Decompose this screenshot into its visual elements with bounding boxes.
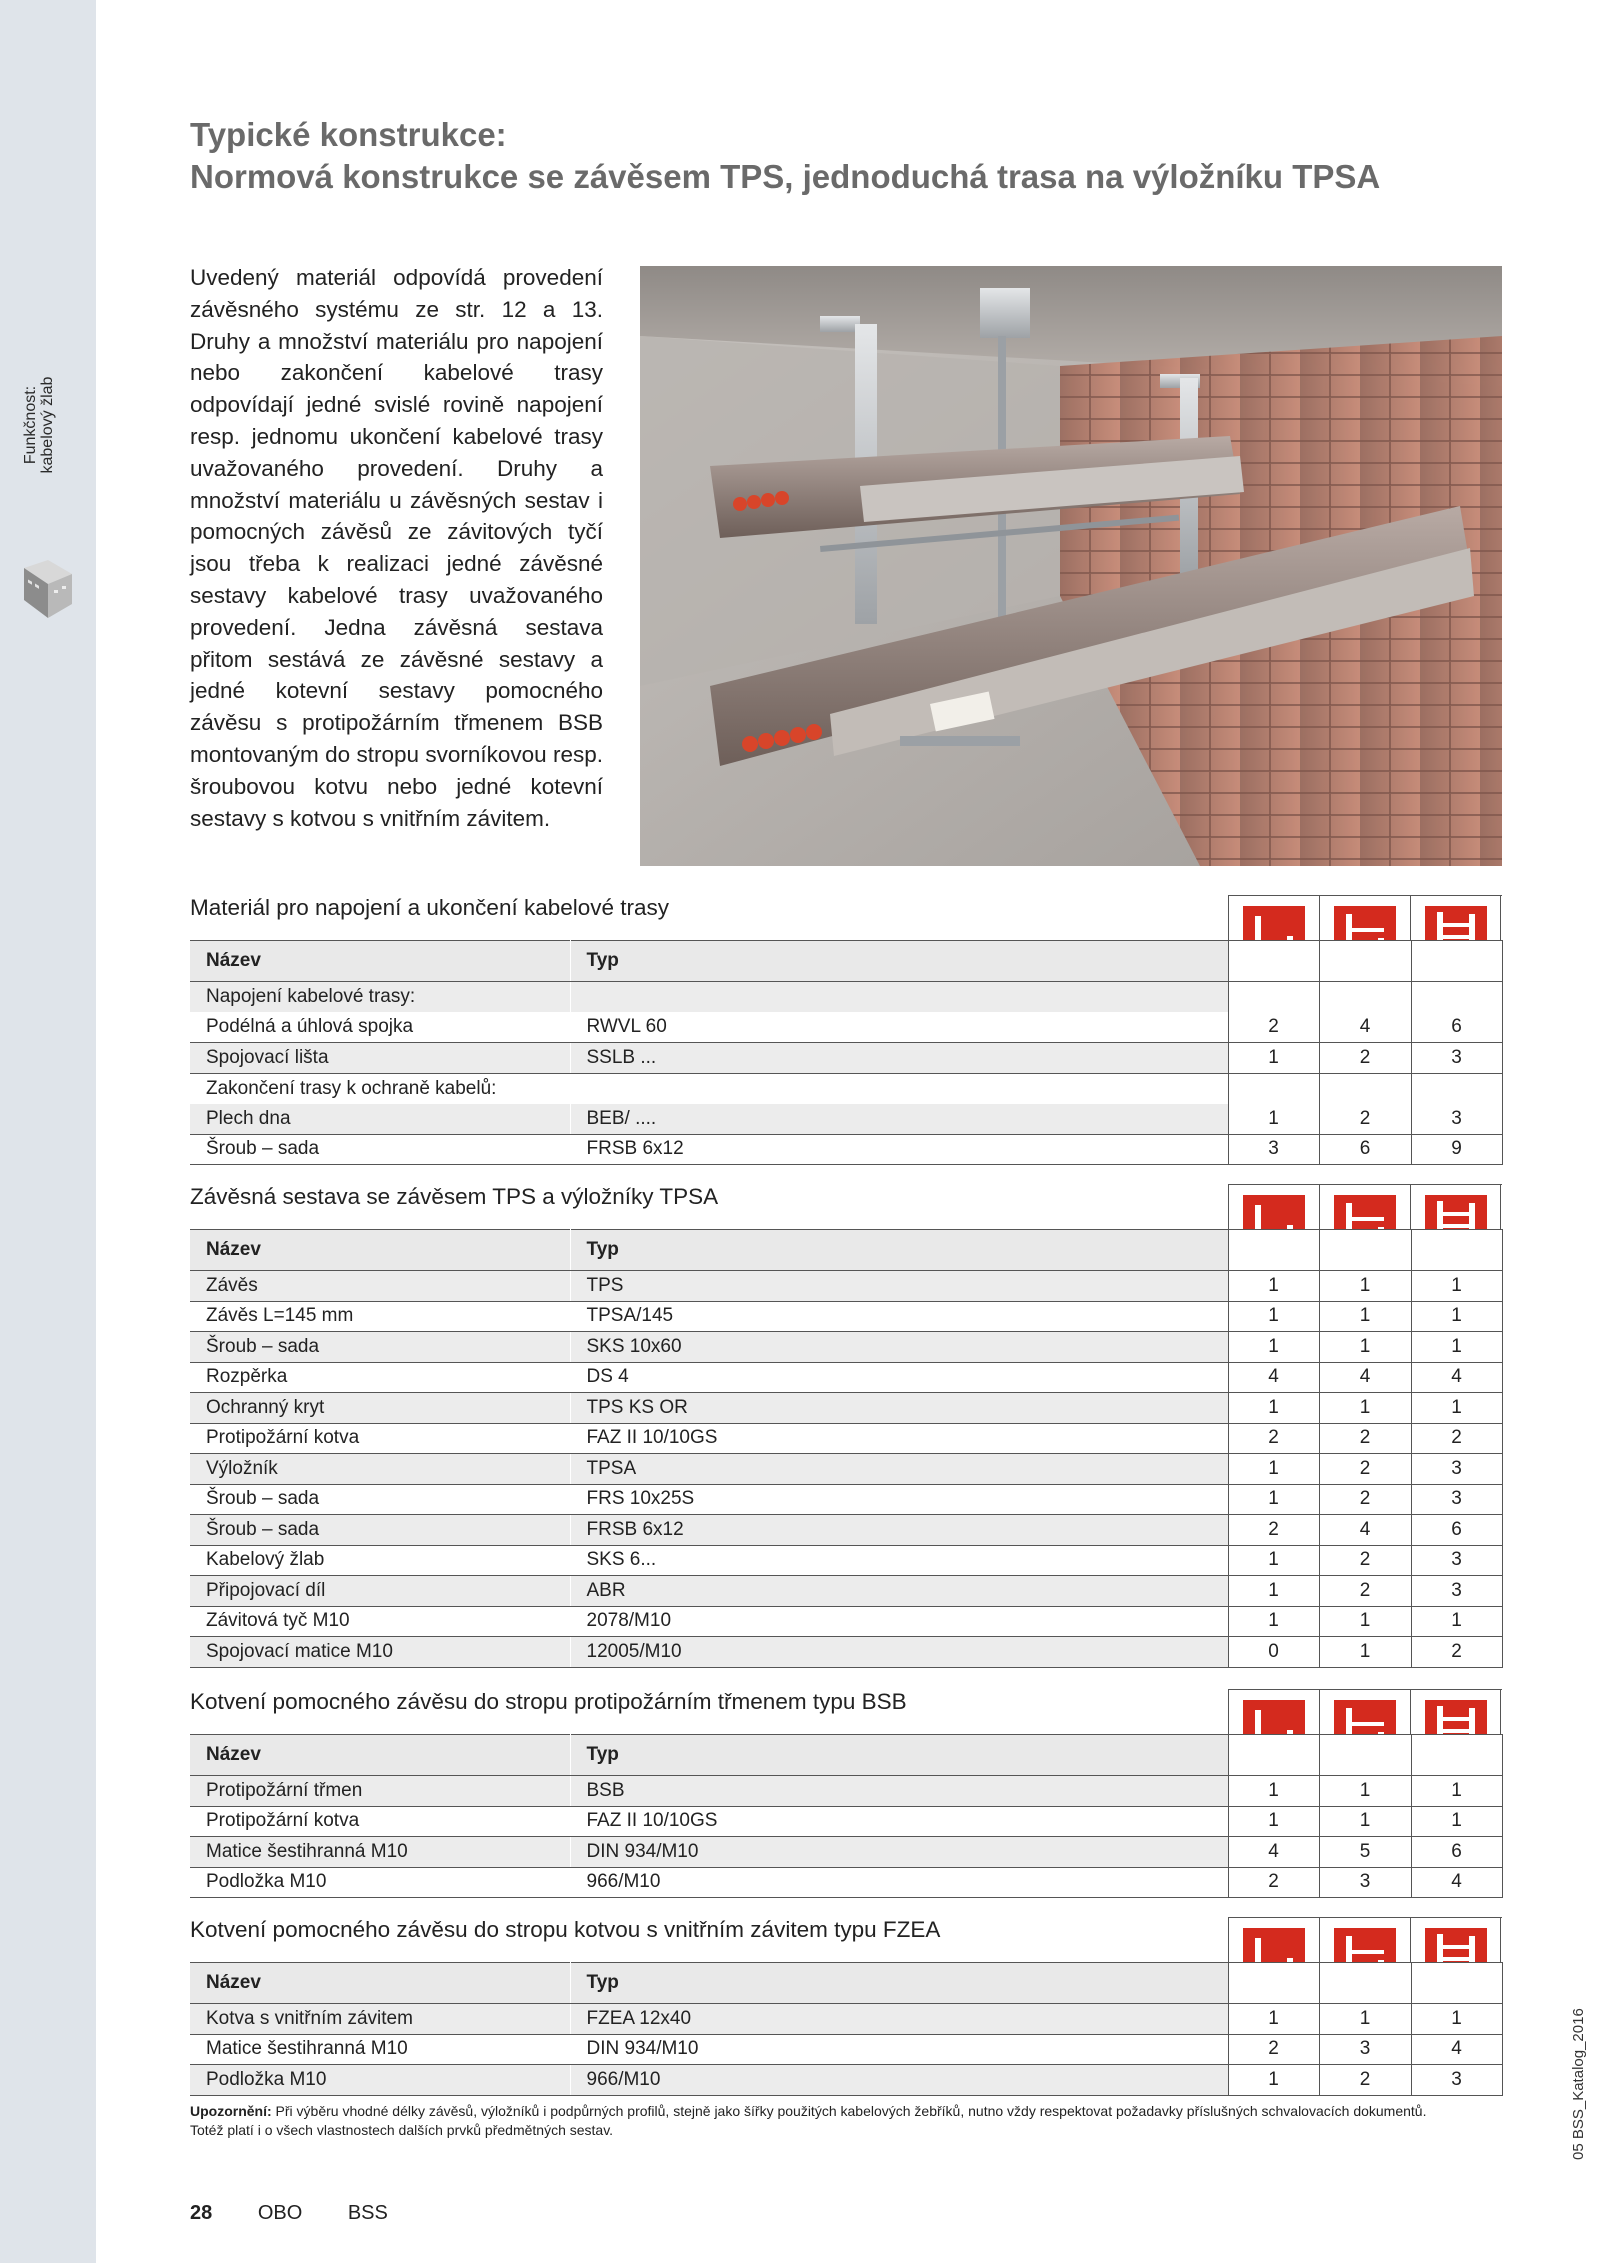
table-row — [190, 1576, 1502, 1607]
table-row — [190, 1515, 1502, 1546]
row-quantity: 3 — [1411, 1104, 1502, 1135]
row-quantity: 4 — [1228, 1837, 1319, 1868]
row-name: Napojení kabelové trasy: — [190, 982, 570, 1013]
row-quantity: 2 — [1319, 1545, 1411, 1576]
note — [190, 2102, 1510, 2140]
sidebar-label-line1: Funkčnost: — [22, 385, 39, 465]
row-quantity: 4 — [1319, 1515, 1411, 1546]
row-quantity: 1 — [1228, 1393, 1319, 1424]
row-name: Kabelový žlab — [190, 1545, 570, 1576]
table-row — [190, 1867, 1502, 1898]
row-quantity: 1 — [1319, 1301, 1411, 1332]
product-name: BSS — [347, 2202, 388, 2224]
row-name: Matice šestihranná M10 — [190, 2034, 570, 2065]
row-quantity: 1 — [1411, 1806, 1502, 1837]
row-name: Šroub – sada — [190, 1134, 570, 1165]
row-type: TPSA/145 — [570, 1301, 1228, 1332]
row-quantity: 1 — [1411, 1606, 1502, 1637]
row-quantity: 6 — [1411, 1837, 1502, 1868]
table-row — [190, 1484, 1502, 1515]
table-row — [190, 1104, 1502, 1135]
row-type: RWVL 60 — [570, 1012, 1228, 1043]
material-table — [190, 940, 1503, 1165]
row-quantity: 1 — [1411, 1301, 1502, 1332]
row-quantity: 1 — [1228, 1301, 1319, 1332]
row-quantity: 3 — [1319, 1867, 1411, 1898]
row-type: ABR — [570, 1576, 1228, 1607]
row-quantity: 2 — [1319, 1576, 1411, 1607]
row-quantity: 1 — [1319, 1776, 1411, 1807]
row-type: FRS 10x25S — [570, 1484, 1228, 1515]
row-type: FAZ II 10/10GS — [570, 1423, 1228, 1454]
row-quantity: 4 — [1319, 1362, 1411, 1393]
row-type: TPS — [570, 1271, 1228, 1302]
row-type — [570, 982, 1228, 1013]
table-row — [190, 1454, 1502, 1485]
row-type: SSLB ... — [570, 1043, 1228, 1074]
row-quantity: 1 — [1411, 1332, 1502, 1363]
table-row — [190, 1423, 1502, 1454]
column-header-empty — [1228, 1230, 1319, 1271]
table-header — [190, 1735, 1502, 1776]
sidebar-section-label — [22, 295, 74, 555]
table-row — [190, 1393, 1502, 1424]
section-title: Kotvení pomocného závěsu do stropu protipožárním třmenem typu BSB — [190, 1689, 907, 1714]
material-table — [190, 1962, 1503, 2096]
row-quantity: 2 — [1319, 1104, 1411, 1135]
row-type: 966/M10 — [570, 2065, 1228, 2096]
row-quantity: 6 — [1319, 1134, 1411, 1165]
row-type: FZEA 12x40 — [570, 2004, 1228, 2035]
row-name: Protipožární kotva — [190, 1806, 570, 1837]
row-quantity: 1 — [1228, 1545, 1319, 1576]
row-quantity: 1 — [1228, 2004, 1319, 2035]
row-quantity: 1 — [1319, 2004, 1411, 2035]
row-quantity: 2 — [1228, 1867, 1319, 1898]
row-quantity — [1228, 982, 1319, 1013]
row-type: TPS KS OR — [570, 1393, 1228, 1424]
row-type: SKS 10x60 — [570, 1332, 1228, 1363]
row-quantity: 1 — [1319, 1806, 1411, 1837]
row-quantity: 2 — [1228, 2034, 1319, 2065]
column-header-type: Typ — [570, 941, 1228, 982]
row-name: Zakončení trasy k ochraně kabelů: — [190, 1073, 570, 1104]
row-quantity: 2 — [1319, 1043, 1411, 1074]
table-row — [190, 2034, 1502, 2065]
column-header-empty — [1411, 1963, 1502, 2004]
page-footer — [190, 2202, 428, 2225]
row-type: DS 4 — [570, 1362, 1228, 1393]
row-quantity: 5 — [1319, 1837, 1411, 1868]
table-row — [190, 1806, 1502, 1837]
section-title: Závěsná sestava se závěsem TPS a výložníky TPSA — [190, 1184, 719, 1209]
row-quantity: 2 — [1411, 1423, 1502, 1454]
row-quantity: 2 — [1319, 1484, 1411, 1515]
row-quantity: 1 — [1228, 1271, 1319, 1302]
row-name: Podélná a úhlová spojka — [190, 1012, 570, 1043]
row-quantity: 1 — [1228, 1776, 1319, 1807]
row-quantity: 3 — [1411, 1484, 1502, 1515]
row-name: Závěs — [190, 1271, 570, 1302]
page-title — [190, 114, 1510, 198]
table-row — [190, 1606, 1502, 1637]
table-row — [190, 1301, 1502, 1332]
row-quantity: 3 — [1228, 1134, 1319, 1165]
row-type: FRSB 6x12 — [570, 1515, 1228, 1546]
row-type: SKS 6... — [570, 1545, 1228, 1576]
table-row — [190, 1073, 1502, 1104]
material-table — [190, 1734, 1503, 1898]
row-quantity: 3 — [1411, 2065, 1502, 2096]
brand-name: OBO — [257, 2202, 303, 2224]
cable-tray-installation-photo — [640, 266, 1502, 866]
column-header-empty — [1319, 1963, 1411, 2004]
row-name: Závěs L=145 mm — [190, 1301, 570, 1332]
row-type: FAZ II 10/10GS — [570, 1806, 1228, 1837]
table-row — [190, 1012, 1502, 1043]
row-quantity: 3 — [1319, 2034, 1411, 2065]
row-quantity: 2 — [1319, 1454, 1411, 1485]
column-header-empty — [1411, 1230, 1502, 1271]
row-name: Plech dna — [190, 1104, 570, 1135]
column-header-name: Název — [190, 1230, 570, 1271]
row-name: Kotva s vnitřním závitem — [190, 2004, 570, 2035]
row-name: Výložník — [190, 1454, 570, 1485]
row-quantity: 4 — [1411, 2034, 1502, 2065]
row-name: Podložka M10 — [190, 2065, 570, 2096]
note-line1 — [190, 2102, 1510, 2121]
row-quantity: 1 — [1319, 1332, 1411, 1363]
cable-tray-section-icon — [22, 560, 74, 620]
title-line-2: Normová konstrukce se závěsem TPS, jednoduchá trasa na výložníku TPSA — [190, 158, 1381, 195]
table-header — [190, 1230, 1502, 1271]
row-name: Ochranný kryt — [190, 1393, 570, 1424]
row-name: Rozpěrka — [190, 1362, 570, 1393]
row-type: FRSB 6x12 — [570, 1134, 1228, 1165]
row-quantity: 1 — [1319, 1606, 1411, 1637]
page-number: 28 — [190, 2202, 213, 2224]
row-quantity: 2 — [1319, 1423, 1411, 1454]
table-header — [190, 941, 1502, 982]
table-row — [190, 1837, 1502, 1868]
row-type: TPSA — [570, 1454, 1228, 1485]
row-quantity: 2 — [1319, 2065, 1411, 2096]
row-name: Šroub – sada — [190, 1332, 570, 1363]
note-label: Upozornění: — [190, 2103, 272, 2119]
row-quantity: 1 — [1228, 1454, 1319, 1485]
table-row — [190, 1271, 1502, 1302]
column-header-empty — [1411, 941, 1502, 982]
column-header-type: Typ — [570, 1230, 1228, 1271]
table-row — [190, 1776, 1502, 1807]
row-type: 12005/M10 — [570, 1637, 1228, 1668]
table-row — [190, 2004, 1502, 2035]
material-table — [190, 1229, 1503, 1668]
row-quantity — [1411, 982, 1502, 1013]
column-header-empty — [1228, 941, 1319, 982]
table-row — [190, 2065, 1502, 2096]
row-quantity — [1319, 1073, 1411, 1104]
column-header-empty — [1319, 1735, 1411, 1776]
row-name: Spojovací matice M10 — [190, 1637, 570, 1668]
table-row — [190, 1545, 1502, 1576]
table-header — [190, 1963, 1502, 2004]
row-quantity: 2 — [1228, 1515, 1319, 1546]
row-quantity: 3 — [1411, 1576, 1502, 1607]
row-quantity: 0 — [1228, 1637, 1319, 1668]
row-name: Protipožární kotva — [190, 1423, 570, 1454]
row-quantity: 6 — [1411, 1515, 1502, 1546]
column-header-type: Typ — [570, 1735, 1228, 1776]
row-name: Šroub – sada — [190, 1515, 570, 1546]
column-header-empty — [1228, 1963, 1319, 2004]
row-quantity: 6 — [1411, 1012, 1502, 1043]
column-header-name: Název — [190, 1735, 570, 1776]
column-header-name: Název — [190, 1963, 570, 2004]
row-quantity: 1 — [1411, 1271, 1502, 1302]
table-row — [190, 982, 1502, 1013]
row-quantity: 1 — [1228, 1606, 1319, 1637]
note-text-1: Při výběru vhodné délky závěsů, výložníků i podpůrných profilů, stejně jako šířky použitých kabelových žebříků, nutno vždy respektovat požadavky příslušných schvalovacích dokumentů. — [275, 2103, 1427, 2119]
row-quantity: 1 — [1228, 1484, 1319, 1515]
column-header-empty — [1411, 1735, 1502, 1776]
row-quantity: 4 — [1411, 1867, 1502, 1898]
row-quantity — [1411, 1073, 1502, 1104]
column-header-empty — [1319, 1230, 1411, 1271]
section-title: Materiál pro napojení a ukončení kabelové trasy — [190, 895, 670, 920]
table-row — [190, 1134, 1502, 1165]
row-type: BEB/ .... — [570, 1104, 1228, 1135]
row-type — [570, 1073, 1228, 1104]
row-quantity: 1 — [1319, 1271, 1411, 1302]
row-quantity: 1 — [1228, 1576, 1319, 1607]
row-name: Připojovací díl — [190, 1576, 570, 1607]
note-text-2: Totéž platí i o všech vlastnostech dalších prvků předmětných sestav. — [190, 2122, 614, 2138]
row-quantity: 4 — [1319, 1012, 1411, 1043]
title-line-1: Typické konstrukce: — [190, 116, 507, 153]
row-quantity — [1228, 1073, 1319, 1104]
row-type: 966/M10 — [570, 1867, 1228, 1898]
row-quantity: 1 — [1228, 2065, 1319, 2096]
table-row — [190, 1332, 1502, 1363]
row-quantity: 1 — [1411, 1393, 1502, 1424]
row-quantity: 4 — [1228, 1362, 1319, 1393]
row-name: Závitová tyč M10 — [190, 1606, 570, 1637]
row-quantity: 9 — [1411, 1134, 1502, 1165]
table-row — [190, 1043, 1502, 1074]
row-quantity: 4 — [1411, 1362, 1502, 1393]
row-quantity: 1 — [1228, 1104, 1319, 1135]
column-header-empty — [1319, 941, 1411, 982]
row-quantity: 3 — [1411, 1454, 1502, 1485]
section-title: Kotvení pomocného závěsu do stropu kotvou s vnitřním závitem typu FZEA — [190, 1917, 941, 1942]
row-quantity: 2 — [1411, 1637, 1502, 1668]
row-quantity: 1 — [1228, 1043, 1319, 1074]
row-quantity: 3 — [1411, 1545, 1502, 1576]
sidebar-label-line2: kabelový žlab — [39, 376, 56, 474]
intro-paragraph: Uvedený materiál odpovídá provedení závěsného systému ze str. 12 a 13. Druhy a množství materiálu pro napojení nebo zakončení kabelové trasy odpovídají jedné svislé rovině napojení resp. jednomu ukončení kabelové trasy uvažovaného provedení. Druhy a množství materiálu u závěsných sestav i pomocných závěsů ze závitových tyčí jsou třeba k realizaci jedné závěsné sestavy kabelové trasy uvažovaného provedení. Jedna závěsná sestava přitom sestává ze závěsné sestavy a jedné kotevní sestavy pomocného závěsu s protipožárním třmenem BSB montovaným do stropu svorníkovou resp. šroubovou kotvu nebo jedné kotevní sestavy s kotvou s vnitřním závitem. — [190, 265, 603, 831]
row-quantity: 2 — [1228, 1012, 1319, 1043]
row-quantity: 3 — [1411, 1043, 1502, 1074]
catalog-reference: 05 BSS_Katalog_2016 — [1570, 2008, 1587, 2160]
row-name: Podložka M10 — [190, 1867, 570, 1898]
row-type: DIN 934/M10 — [570, 1837, 1228, 1868]
row-name: Matice šestihranná M10 — [190, 1837, 570, 1868]
column-header-empty — [1228, 1735, 1319, 1776]
row-quantity: 1 — [1228, 1332, 1319, 1363]
row-type: 2078/M10 — [570, 1606, 1228, 1637]
column-header-name: Název — [190, 941, 570, 982]
row-quantity — [1319, 982, 1411, 1013]
row-quantity: 1 — [1319, 1393, 1411, 1424]
row-quantity: 1 — [1228, 1806, 1319, 1837]
row-name: Spojovací lišta — [190, 1043, 570, 1074]
row-name: Šroub – sada — [190, 1484, 570, 1515]
column-header-type: Typ — [570, 1963, 1228, 2004]
row-type: DIN 934/M10 — [570, 2034, 1228, 2065]
row-quantity: 1 — [1411, 2004, 1502, 2035]
row-quantity: 2 — [1228, 1423, 1319, 1454]
table-row — [190, 1637, 1502, 1668]
row-name: Protipožární třmen — [190, 1776, 570, 1807]
row-type: BSB — [570, 1776, 1228, 1807]
table-row — [190, 1362, 1502, 1393]
row-quantity: 1 — [1411, 1776, 1502, 1807]
row-quantity: 1 — [1319, 1637, 1411, 1668]
